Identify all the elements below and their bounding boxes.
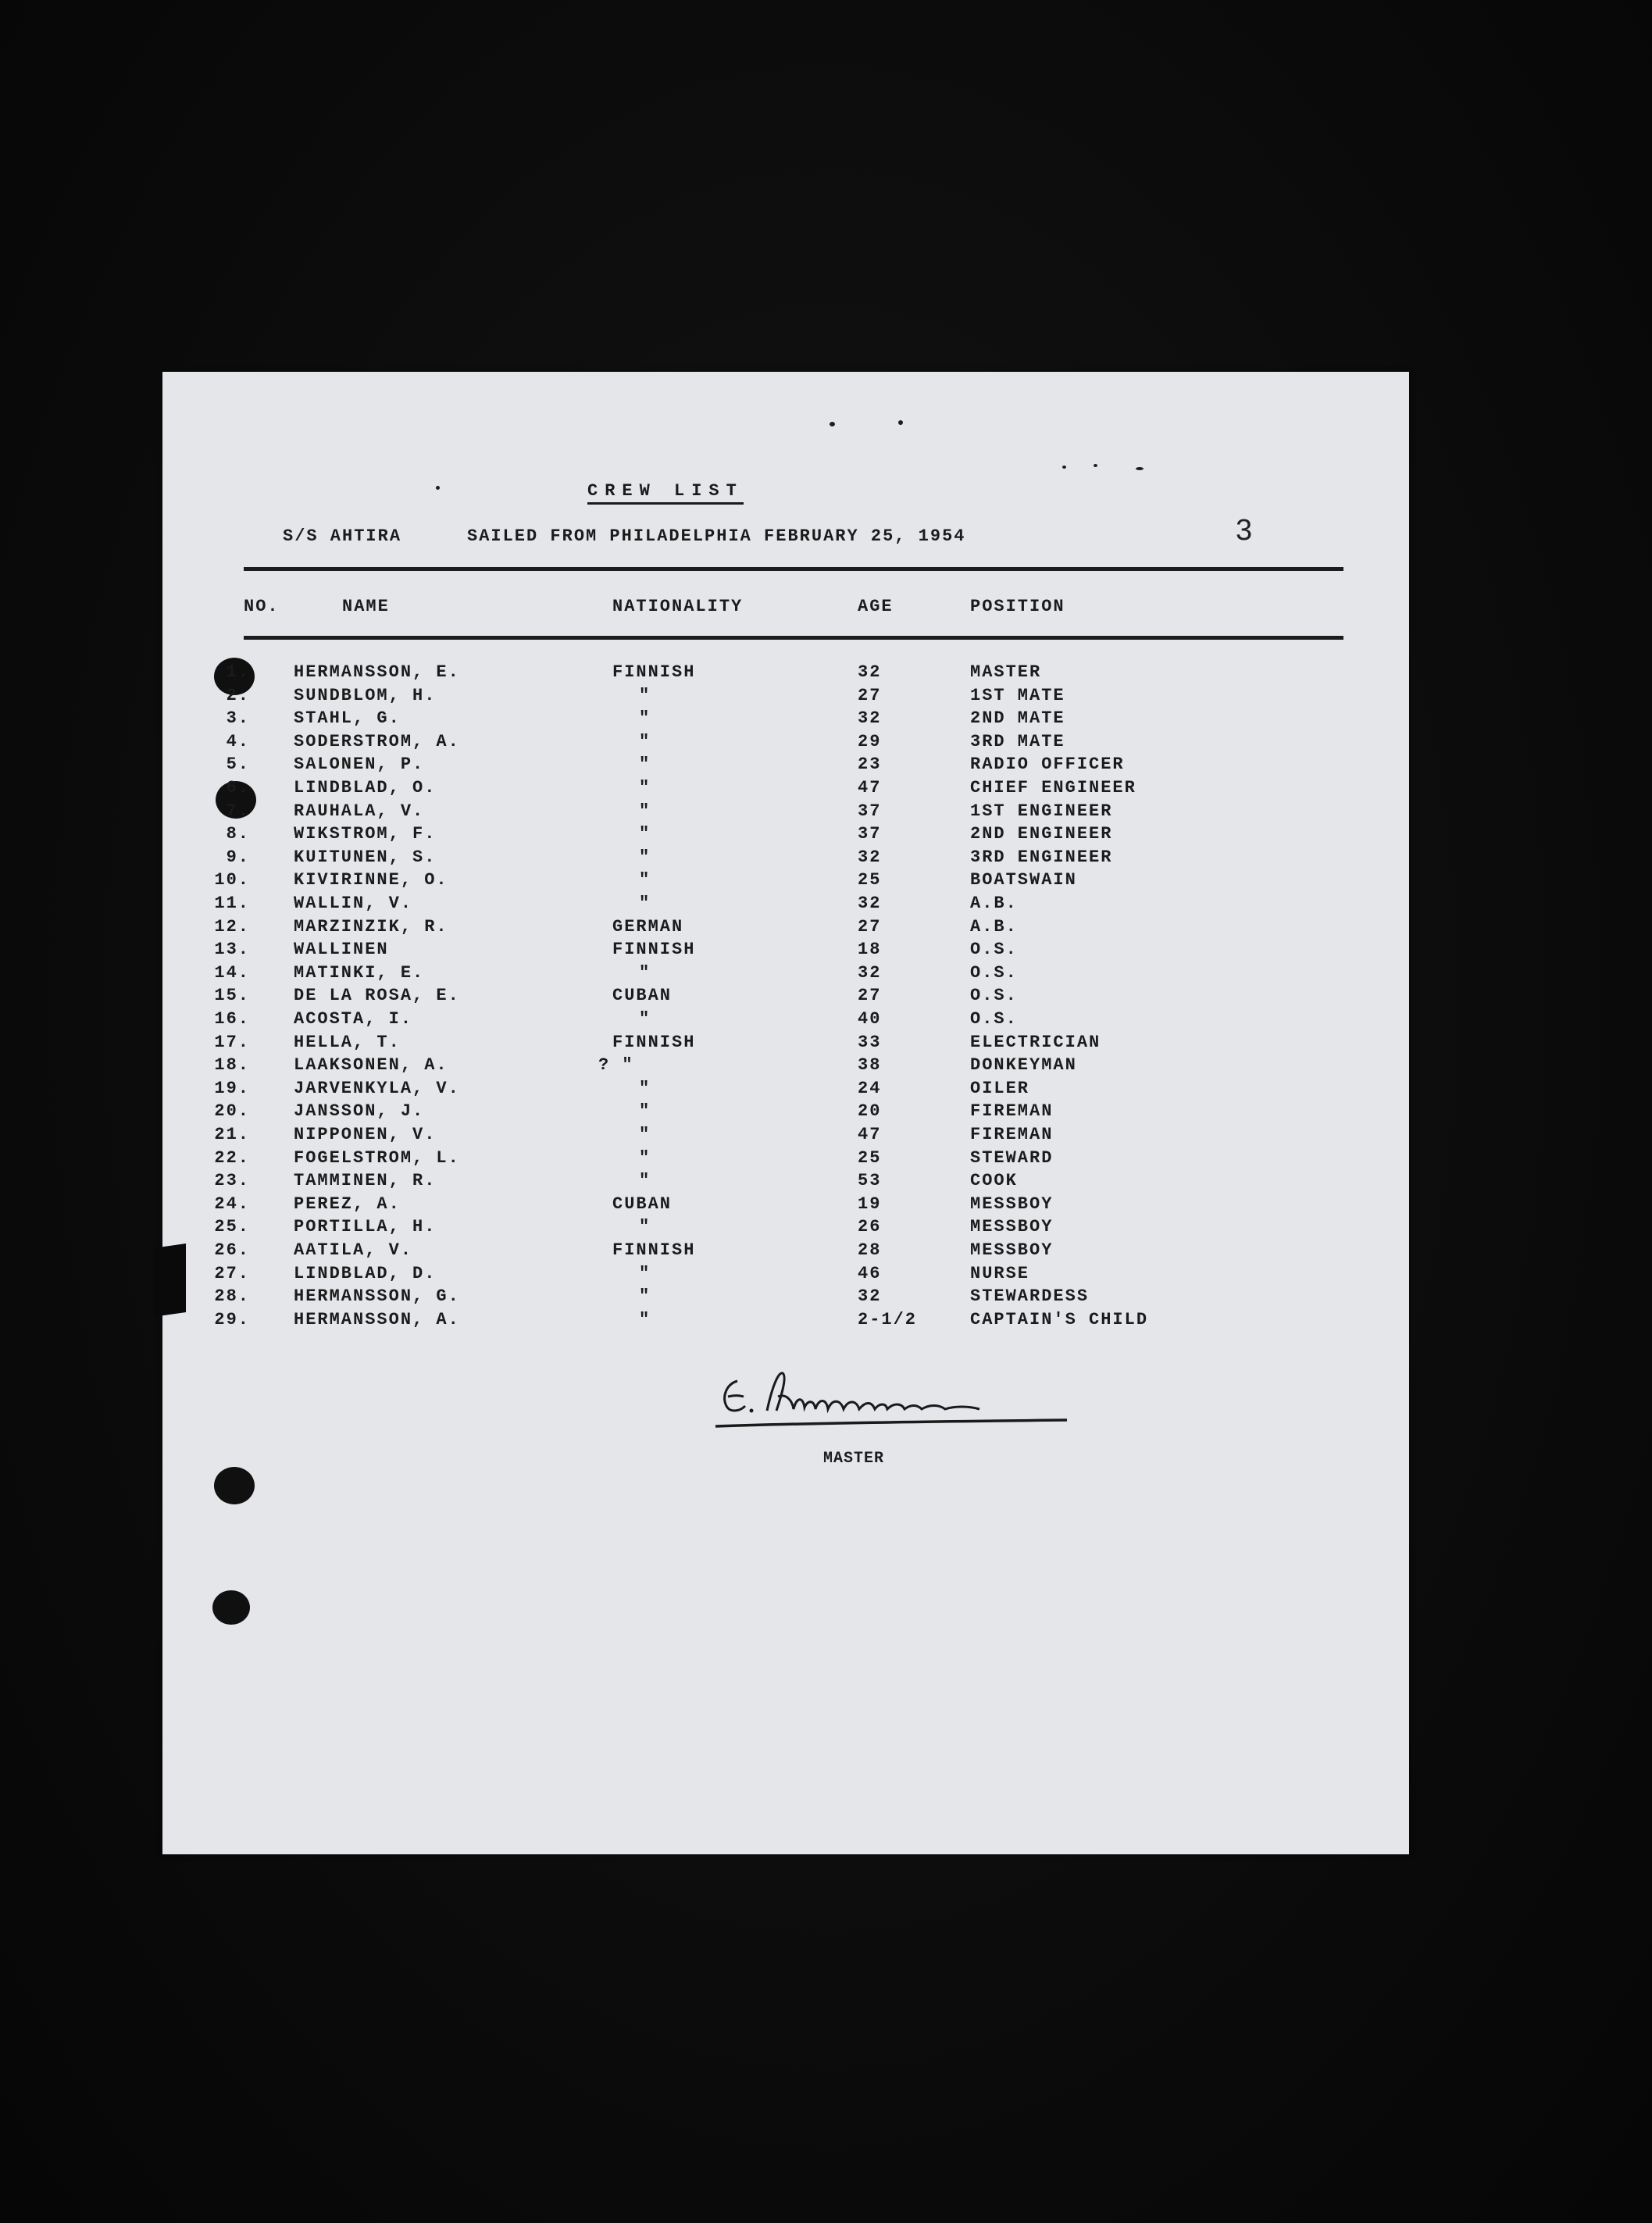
crew-age: 32 [858,1286,882,1307]
crew-position: CHIEF ENGINEER [970,778,1136,797]
crew-no: 12. [214,916,250,937]
crew-nationality: ? " [598,1055,634,1076]
crew-nationality: " [639,801,651,821]
vessel-name: S/S AHTIRA [283,526,402,546]
crew-name: DE LA ROSA, E. [294,986,460,1006]
crew-name: SALONEN, P. [294,755,425,775]
crew-age: 28 [858,1240,882,1260]
crew-position: A.B. [970,916,1018,937]
crew-row [0,733,1652,755]
crew-name: MATINKI, E. [294,962,425,983]
crew-name: LAAKSONEN, A. [294,1055,448,1076]
crew-no: 20. [214,1101,250,1122]
crew-age: 27 [858,916,882,937]
crew-no: 17. [214,1032,250,1052]
crew-no: 14. [214,962,250,983]
crew-age: 23 [858,755,882,775]
crew-row [0,687,1652,709]
column-header-no: NO. [244,597,280,616]
crew-no: 23. [214,1171,250,1191]
sailing-info: SAILED FROM PHILADELPHIA FEBRUARY 25, 1954 [467,526,966,546]
crew-age: 32 [858,708,882,729]
crew-name: STAHL, G. [294,708,401,729]
crew-name: SODERSTROM, A. [294,731,460,751]
crew-name: LINDBLAD, O. [294,778,437,797]
crew-nationality: " [639,1147,651,1168]
crew-position: A.B. [970,894,1018,913]
crew-name: RAUHALA, V. [294,801,425,821]
crew-name: NIPPONEN, V. [294,1125,437,1144]
crew-no: 18. [214,1055,250,1076]
crew-name: HERMANSSON, G. [294,1286,460,1307]
column-header-position: POSITION [970,597,1065,616]
crew-nationality: " [639,847,651,867]
crew-name: KUITUNEN, S. [294,847,437,867]
crew-no: 5. [226,755,250,775]
crew-row [0,1196,1652,1218]
crew-row [0,987,1652,1009]
crew-position: ELECTRICIAN [970,1032,1101,1052]
column-header-nationality: NATIONALITY [612,597,744,616]
crew-position: DONKEYMAN [970,1055,1077,1076]
crew-name: FOGELSTROM, L. [294,1147,460,1168]
crew-position: 3RD ENGINEER [970,847,1113,867]
column-header-age: AGE [858,597,894,616]
crew-age: 29 [858,731,882,751]
crew-position: O.S. [970,940,1018,960]
crew-age: 25 [858,1147,882,1168]
crew-row [0,1126,1652,1148]
crew-row [0,664,1652,686]
crew-position: CAPTAIN'S CHILD [970,1309,1149,1329]
crew-position: O.S. [970,1009,1018,1029]
crew-age: 2-1/2 [858,1309,918,1329]
crew-row [0,1265,1652,1287]
crew-position: 1ST MATE [970,685,1065,705]
crew-name: AATILA, V. [294,1240,413,1260]
signature-label: MASTER [823,1450,885,1468]
crew-position: COOK [970,1171,1018,1191]
crew-nationality: CUBAN [612,986,673,1006]
crew-row [0,941,1652,963]
crew-age: 26 [858,1217,882,1237]
crew-no: 29. [214,1309,250,1329]
crew-position: 1ST ENGINEER [970,801,1113,821]
crew-row [0,895,1652,917]
crew-position: 3RD MATE [970,731,1065,751]
crew-name: JARVENKYLA, V. [294,1078,460,1098]
crew-nationality: GERMAN [612,916,684,937]
crew-name: WIKSTROM, F. [294,824,437,844]
crew-no: 3. [226,708,250,729]
crew-nationality: " [639,1217,651,1237]
crew-position: RADIO OFFICER [970,755,1125,775]
crew-row [0,1311,1652,1333]
crew-age: 32 [858,662,882,682]
crew-row [0,710,1652,732]
crew-no: 27. [214,1263,250,1283]
crew-name: PEREZ, A. [294,1194,401,1214]
crew-no: 25. [214,1217,250,1237]
crew-position: O.S. [970,986,1018,1006]
crew-name: WALLINEN [294,940,389,960]
crew-age: 27 [858,685,882,705]
crew-position: MESSBOY [970,1194,1054,1214]
crew-nationality: FINNISH [612,662,696,682]
crew-no: 19. [214,1078,250,1098]
crew-row [0,780,1652,801]
crew-age: 47 [858,1125,882,1144]
crew-row [0,1288,1652,1310]
crew-age: 24 [858,1078,882,1098]
crew-nationality: " [639,1009,651,1029]
crew-position: FIREMAN [970,1125,1054,1144]
crew-row [0,756,1652,778]
crew-age: 37 [858,801,882,821]
crew-age: 46 [858,1263,882,1283]
crew-age: 47 [858,778,882,797]
crew-nationality: " [639,824,651,844]
crew-name: JANSSON, J. [294,1101,425,1122]
crew-position: MESSBOY [970,1240,1054,1260]
crew-no: 24. [214,1194,250,1214]
crew-name: SUNDBLOM, H. [294,685,437,705]
crew-name: HERMANSSON, E. [294,662,460,682]
crew-nationality: " [639,755,651,775]
crew-position: NURSE [970,1263,1030,1283]
crew-nationality: CUBAN [612,1194,673,1214]
crew-nationality: " [639,708,651,729]
master-signature [711,1365,1070,1436]
crew-row [0,1103,1652,1125]
crew-position: 2ND ENGINEER [970,824,1113,844]
crew-nationality: " [639,1171,651,1191]
crew-nationality: " [639,1263,651,1283]
crew-name: HELLA, T. [294,1032,401,1052]
crew-age: 38 [858,1055,882,1076]
crew-no: 13. [214,940,250,960]
crew-age: 25 [858,870,882,890]
crew-age: 20 [858,1101,882,1122]
crew-nationality: " [639,962,651,983]
crew-age: 19 [858,1194,882,1214]
column-header-name: NAME [342,597,390,616]
crew-row [0,1080,1652,1102]
crew-no: 22. [214,1147,250,1168]
crew-nationality: FINNISH [612,1032,696,1052]
crew-row [0,1057,1652,1079]
crew-age: 37 [858,824,882,844]
crew-nationality: " [639,1101,651,1122]
crew-nationality: " [639,778,651,797]
crew-nationality: FINNISH [612,940,696,960]
crew-name: MARZINZIK, R. [294,916,448,937]
crew-no: 21. [214,1125,250,1144]
crew-no: 9. [226,847,250,867]
page-number: 3 [1236,514,1253,547]
crew-name: PORTILLA, H. [294,1217,437,1237]
crew-no: 28. [214,1286,250,1307]
crew-no: 15. [214,986,250,1006]
crew-row [0,1034,1652,1056]
crew-age: 32 [858,894,882,913]
crew-age: 27 [858,986,882,1006]
crew-no: 6. [226,778,250,797]
crew-name: WALLIN, V. [294,894,413,913]
crew-position: FIREMAN [970,1101,1054,1122]
crew-no: 7. [226,801,250,821]
crew-row [0,1172,1652,1194]
crew-nationality: " [639,1286,651,1307]
crew-no: 26. [214,1240,250,1260]
crew-name: KIVIRINNE, O. [294,870,448,890]
crew-row [0,803,1652,825]
crew-no: 2. [226,685,250,705]
crew-name: TAMMINEN, R. [294,1171,437,1191]
crew-nationality: " [639,870,651,890]
crew-no: 10. [214,870,250,890]
crew-row [0,1011,1652,1033]
crew-age: 33 [858,1032,882,1052]
crew-position: O.S. [970,962,1018,983]
crew-position: BOATSWAIN [970,870,1077,890]
crew-position: MESSBOY [970,1217,1054,1237]
crew-position: STEWARDESS [970,1286,1090,1307]
crew-name: HERMANSSON, A. [294,1309,460,1329]
crew-nationality: " [639,685,651,705]
crew-row [0,1147,1652,1172]
crew-no: 16. [214,1009,250,1029]
crew-nationality: " [639,1078,651,1098]
crew-position: 2ND MATE [970,708,1065,729]
crew-age: 40 [858,1009,882,1029]
crew-name: LINDBLAD, D. [294,1263,437,1283]
crew-row [0,916,1652,940]
crew-nationality: FINNISH [612,1240,696,1260]
crew-no: 1. [226,662,250,682]
crew-no: 11. [214,894,250,913]
crew-name: ACOSTA, I. [294,1009,413,1029]
crew-row [0,872,1652,894]
document-title: CREW LIST [587,481,744,505]
crew-age: 18 [858,940,882,960]
crew-row [0,849,1652,871]
crew-nationality: " [639,1309,651,1329]
crew-row [0,1219,1652,1240]
crew-nationality: " [639,731,651,751]
crew-row [0,826,1652,847]
crew-position: MASTER [970,662,1042,682]
crew-row [0,1242,1652,1264]
crew-age: 32 [858,847,882,867]
crew-age: 53 [858,1171,882,1191]
crew-age: 32 [858,962,882,983]
crew-no: 8. [226,824,250,844]
crew-position: OILER [970,1078,1030,1098]
crew-nationality: " [639,894,651,913]
crew-no: 4. [226,731,250,751]
crew-position: STEWARD [970,1147,1054,1168]
crew-row [0,962,1652,987]
crew-nationality: " [639,1125,651,1144]
